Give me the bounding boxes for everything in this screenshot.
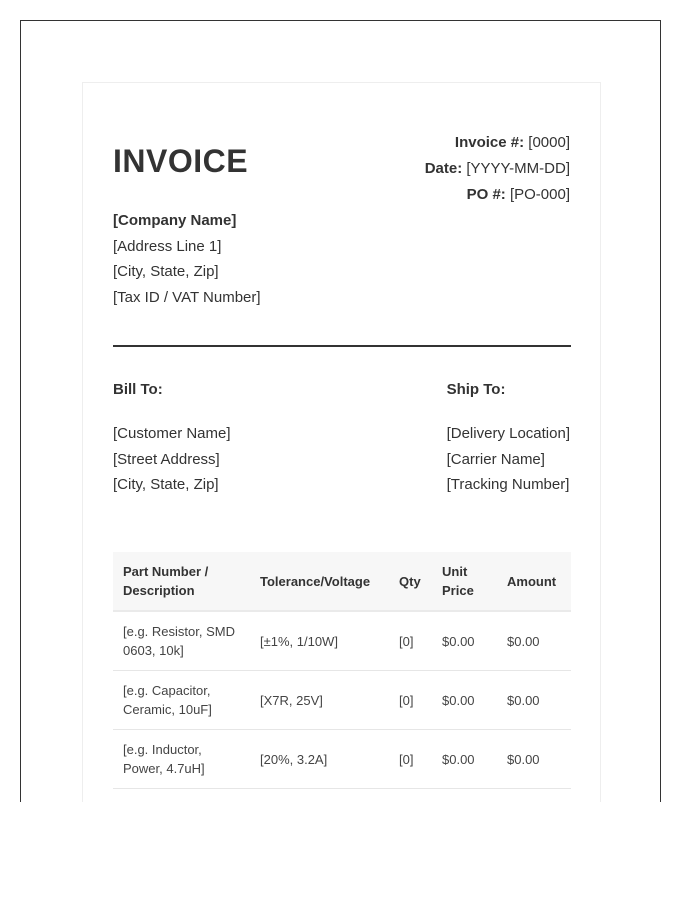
po-number-value: [PO-000] bbox=[509, 186, 570, 203]
cell-qty: [0] bbox=[389, 671, 432, 730]
cell-qty: [0] bbox=[389, 730, 432, 789]
cell-amount: $0.00 bbox=[497, 730, 571, 789]
company-tax-id: [Tax ID / VAT Number] bbox=[113, 288, 261, 306]
cell-unit-price: $0.00 bbox=[432, 730, 497, 789]
invoice-date-label: Date: bbox=[424, 160, 463, 177]
cell-unit-price: $0.00 bbox=[432, 671, 497, 730]
header-unit-line2: Price bbox=[442, 583, 474, 598]
table-row bbox=[113, 730, 571, 789]
cell-tolerance: [X7R, 25V] bbox=[250, 671, 389, 730]
ship-to-line: [Tracking Number] bbox=[446, 476, 570, 493]
header-amount: Amount bbox=[497, 552, 571, 611]
cell-tolerance: [±1%, 1/10W] bbox=[250, 611, 389, 671]
cell-description-line1: [e.g. Capacitor, bbox=[123, 683, 211, 698]
ship-to-line: [Delivery Location] bbox=[446, 425, 570, 442]
bill-to-heading: Bill To: bbox=[113, 381, 163, 398]
po-number-row bbox=[425, 182, 570, 208]
company-name: [Company Name] bbox=[113, 212, 237, 229]
cell-qty: [0] bbox=[389, 611, 432, 671]
cell-unit-price: $0.00 bbox=[432, 611, 497, 671]
ship-to-block bbox=[447, 379, 570, 498]
line-items-table bbox=[113, 552, 571, 789]
invoice-number-value: [0000] bbox=[528, 134, 570, 151]
cell-description bbox=[113, 671, 250, 730]
header-tolerance: Tolerance/Voltage bbox=[250, 552, 389, 611]
cell-description-line1: [e.g. Inductor, bbox=[123, 742, 202, 757]
header-qty: Qty bbox=[389, 552, 432, 611]
cell-description-line2: Power, 4.7uH] bbox=[123, 761, 205, 776]
company-block bbox=[113, 208, 261, 310]
table-header bbox=[113, 552, 571, 611]
invoice-card bbox=[82, 82, 601, 802]
company-address-line: [Address Line 1] bbox=[113, 237, 222, 255]
bill-to-line: [City, State, Zip] bbox=[113, 476, 219, 493]
header-unit-price bbox=[432, 552, 497, 611]
table-body bbox=[113, 611, 571, 789]
po-number-label: PO #: bbox=[466, 186, 506, 203]
header-unit-line1: Unit bbox=[442, 564, 468, 579]
cell-tolerance: [20%, 3.2A] bbox=[250, 730, 389, 789]
cell-description-line1: [e.g. Resistor, SMD bbox=[123, 624, 235, 639]
company-city-line: [City, State, Zip] bbox=[113, 263, 219, 280]
cell-description-line2: Ceramic, 10uF] bbox=[123, 702, 212, 717]
invoice-date-value: [YYYY-MM-DD] bbox=[466, 160, 570, 177]
cell-amount: $0.00 bbox=[497, 611, 571, 671]
table-row bbox=[113, 671, 571, 730]
invoice-number-label: Invoice #: bbox=[454, 134, 525, 151]
bill-to-line: [Street Address] bbox=[113, 450, 220, 468]
cell-description bbox=[113, 730, 250, 789]
ship-to-heading: Ship To: bbox=[446, 381, 506, 398]
table-header-row bbox=[113, 552, 571, 611]
invoice-number-row bbox=[425, 130, 570, 156]
header-description bbox=[113, 552, 250, 611]
invoice-date-row bbox=[425, 156, 570, 182]
ship-to-line: [Carrier Name] bbox=[446, 450, 545, 468]
cell-description bbox=[113, 611, 250, 671]
header-divider bbox=[113, 345, 571, 347]
cell-amount: $0.00 bbox=[497, 671, 571, 730]
invoice-meta bbox=[425, 130, 570, 208]
page-frame bbox=[20, 20, 661, 802]
bill-to-line: [Customer Name] bbox=[113, 425, 231, 442]
cell-description-line2: 0603, 10k] bbox=[123, 643, 184, 658]
invoice-title: INVOICE bbox=[113, 143, 249, 179]
header-description-line2: Description bbox=[123, 583, 195, 598]
header-description-line1: Part Number / bbox=[123, 564, 209, 579]
bill-to-block bbox=[113, 379, 231, 498]
table-row bbox=[113, 611, 571, 671]
